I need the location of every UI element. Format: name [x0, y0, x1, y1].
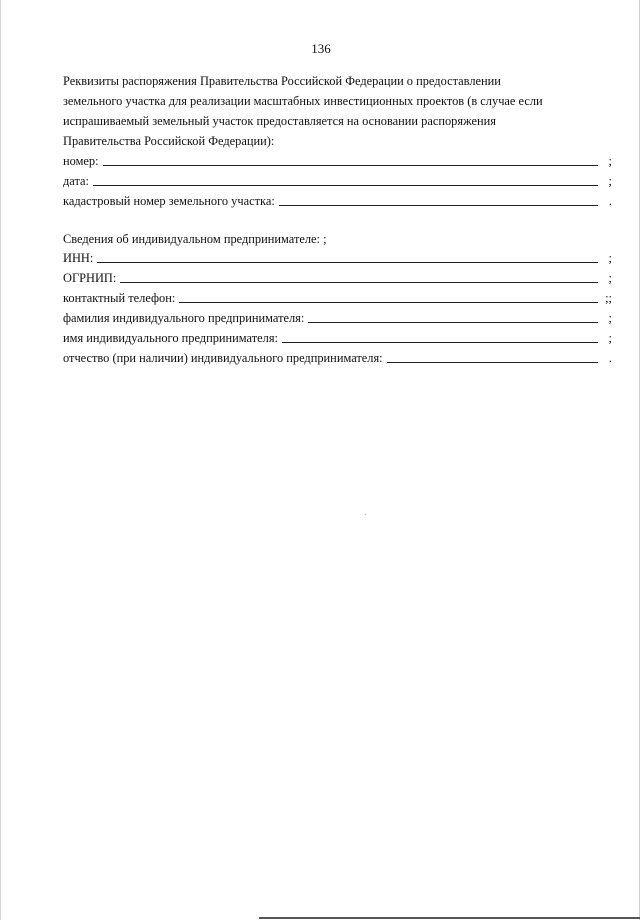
entrepreneur-section-title: Сведения об индивидуальном предпринимателе: ;	[63, 232, 327, 246]
field-label: дата:	[63, 174, 89, 188]
ogrnip-field	[63, 266, 612, 286]
inn-field	[63, 246, 612, 266]
fill-in-line	[97, 248, 598, 263]
cadastral-number-field	[63, 189, 612, 209]
scan-edge	[259, 917, 640, 919]
field-terminator: ;;	[605, 291, 612, 305]
fill-in-line	[282, 328, 598, 343]
field-label: ОГРНИП:	[63, 271, 117, 285]
fill-in-line	[93, 171, 598, 186]
order-number-field	[63, 149, 612, 169]
field-label: имя индивидуального предпринимателя:	[63, 331, 278, 345]
surname-field	[63, 306, 612, 326]
scan-speck	[365, 514, 366, 515]
fill-in-line	[103, 151, 598, 166]
field-terminator: ;	[608, 331, 612, 345]
field-label: номер:	[63, 154, 99, 168]
fill-in-line	[308, 308, 598, 323]
fill-in-line	[120, 268, 598, 283]
fill-in-line	[387, 348, 598, 363]
order-requisites-paragraph	[63, 71, 593, 151]
field-terminator: ;	[608, 174, 612, 188]
field-terminator: ;	[608, 311, 612, 325]
field-label: отчество (при наличии) индивидуального предпринимателя:	[63, 351, 383, 365]
field-terminator: .	[608, 351, 612, 365]
field-terminator: .	[608, 194, 612, 208]
paragraph-line: Реквизиты распоряжения Правительства Российской Федерации о предоставлении	[63, 74, 501, 88]
fill-in-line	[279, 191, 598, 206]
field-terminator: ;	[608, 251, 612, 265]
first-name-field	[63, 326, 612, 346]
fill-in-line	[179, 288, 598, 303]
field-terminator: ;	[608, 154, 612, 168]
paragraph-line: Правительства Российской Федерации):	[63, 134, 275, 148]
contact-phone-field	[63, 286, 612, 306]
paragraph-line: испрашиваемый земельный участок предоставляется на основании распоряжения	[63, 114, 496, 128]
page-number: 136	[311, 41, 331, 56]
paragraph-line: земельного участка для реализации масштабных инвестиционных проектов (в случае если	[63, 94, 543, 108]
order-date-field	[63, 169, 612, 189]
field-terminator: ;	[608, 271, 612, 285]
field-label: кадастровый номер земельного участка:	[63, 194, 275, 208]
field-label: ИНН:	[63, 251, 94, 265]
field-label: контактный телефон:	[63, 291, 176, 305]
field-label: фамилия индивидуального предпринимателя:	[63, 311, 305, 325]
patronymic-field	[63, 346, 612, 366]
